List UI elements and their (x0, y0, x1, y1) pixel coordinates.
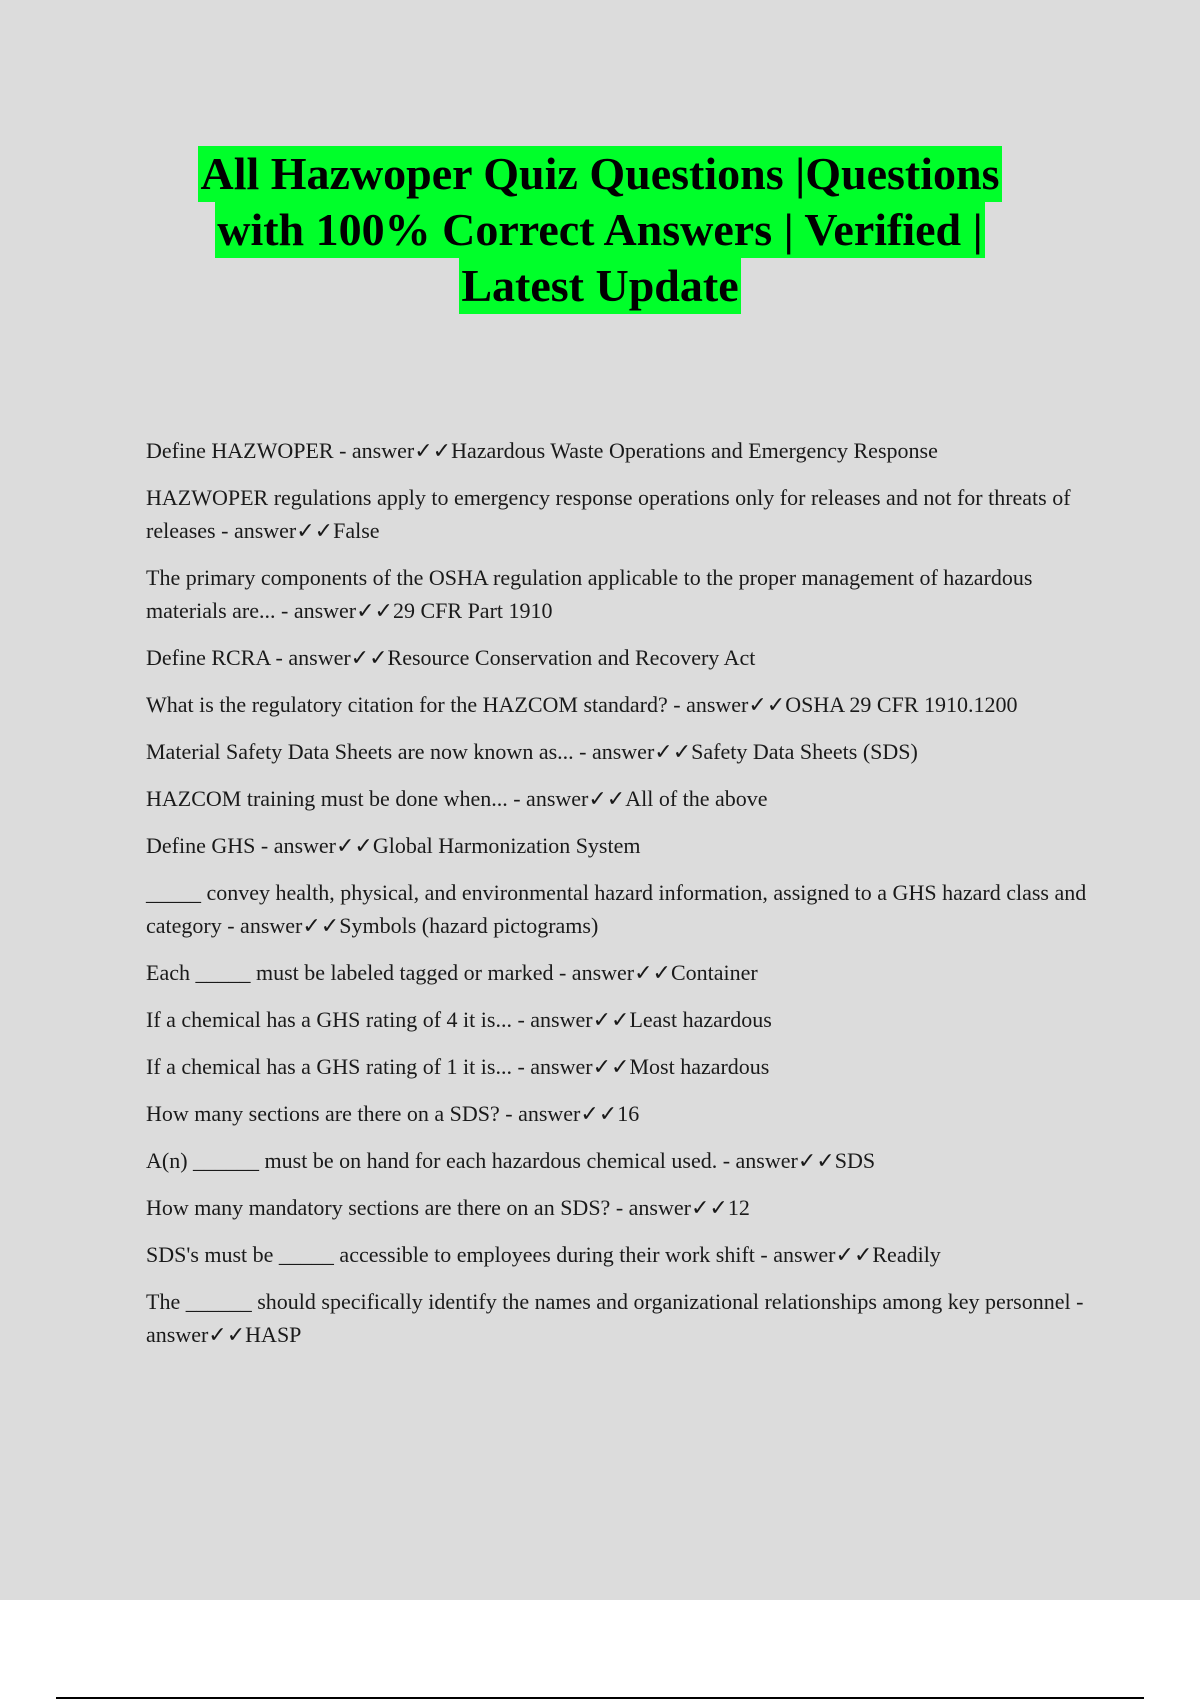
qa-item-1: Define HAZWOPER - answer✓✓Hazardous Waste Operations and Emergency Response (146, 438, 938, 463)
title-line-1: All Hazwoper Quiz Questions |Questions (198, 146, 1001, 202)
qa-item-2: HAZWOPER regulations apply to emergency response operations only for releases and not for threats of releases - answer✓✓False (146, 485, 1071, 543)
qa-item-10: Each _____ must be labeled tagged or marked - answer✓✓Container (146, 960, 758, 985)
qa-item-11: If a chemical has a GHS rating of 4 it is... - answer✓✓Least hazardous (146, 1007, 772, 1032)
qa-item-3: The primary components of the OSHA regulation applicable to the proper management of hazardous materials are... - answer✓✓29 CFR Part 1910 (146, 565, 1033, 623)
qa-item-4: Define RCRA - answer✓✓Resource Conservation and Recovery Act (146, 645, 756, 670)
qa-item-6: Material Safety Data Sheets are now known as... - answer✓✓Safety Data Sheets (SDS) (146, 739, 918, 764)
title-block (0, 146, 1200, 314)
footer-rule (56, 1697, 1144, 1699)
title-line-2: with 100% Correct Answers | Verified | (215, 202, 985, 258)
qa-item-8: Define GHS - answer✓✓Global Harmonization System (146, 833, 641, 858)
qa-list (146, 434, 1096, 1365)
qa-item-17: The ______ should specifically identify the names and organizational relationships among key personnel - answer✓✓HASP (146, 1289, 1084, 1347)
qa-item-15: How many mandatory sections are there on an SDS? - answer✓✓12 (146, 1195, 750, 1220)
qa-item-5: What is the regulatory citation for the HAZCOM standard? - answer✓✓OSHA 29 CFR 1910.1200 (146, 692, 1018, 717)
qa-item-9: _____ convey health, physical, and environmental hazard information, assigned to a GHS hazard class and category - answer✓✓Symbols (hazard pictograms) (146, 880, 1087, 938)
title-line-3: Latest Update (459, 258, 740, 314)
qa-item-16: SDS's must be _____ accessible to employees during their work shift - answer✓✓Readily (146, 1242, 941, 1267)
qa-item-13: How many sections are there on a SDS? - answer✓✓16 (146, 1101, 640, 1126)
qa-item-14: A(n) ______ must be on hand for each hazardous chemical used. - answer✓✓SDS (146, 1148, 876, 1173)
qa-item-7: HAZCOM training must be done when... - answer✓✓All of the above (146, 786, 768, 811)
qa-item-12: If a chemical has a GHS rating of 1 it is... - answer✓✓Most hazardous (146, 1054, 770, 1079)
document-title (0, 146, 1200, 314)
